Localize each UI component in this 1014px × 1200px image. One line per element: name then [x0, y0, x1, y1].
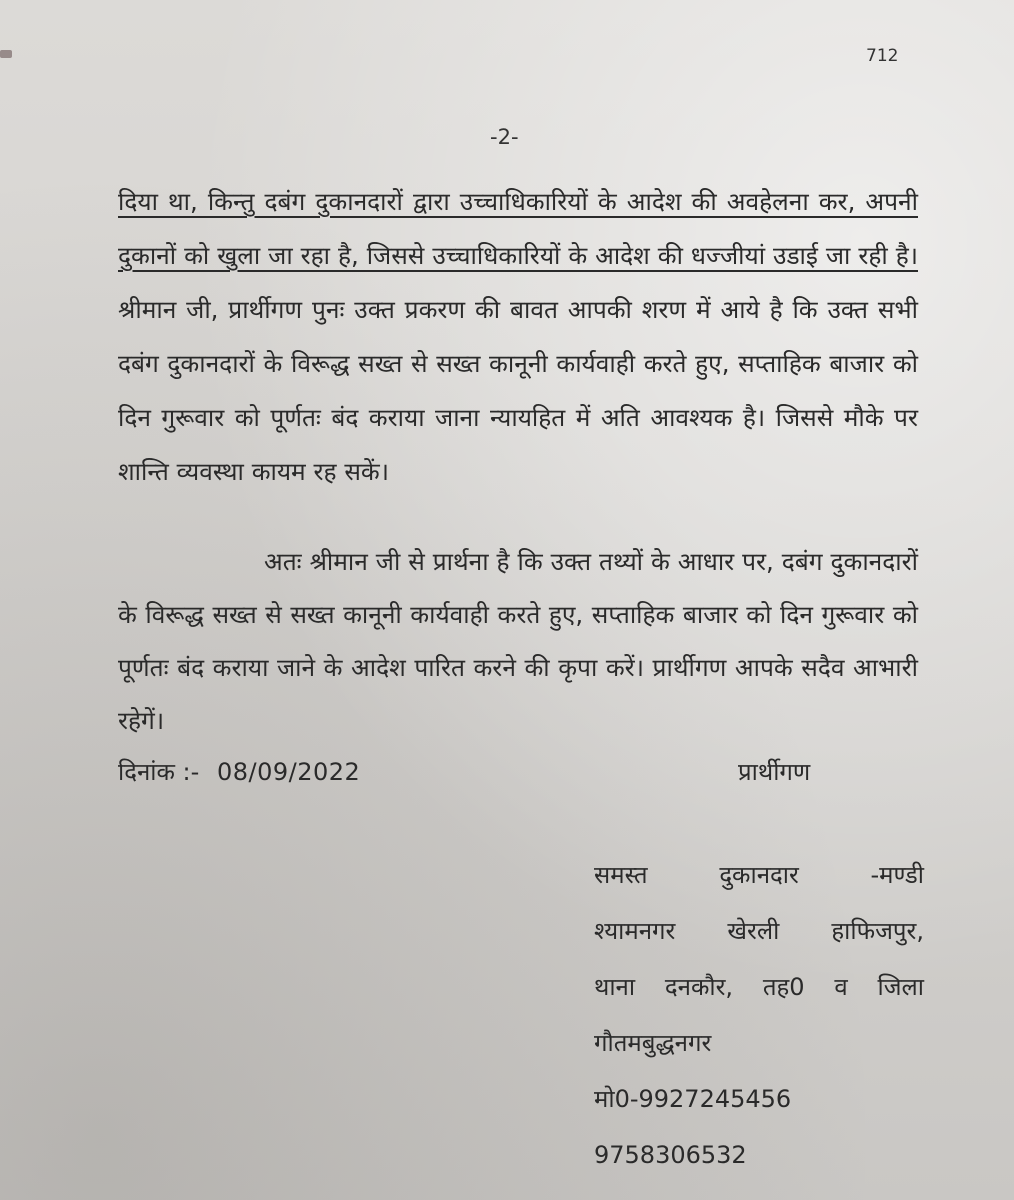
signature-line-1: समस्त दुकानदार -मण्डी [594, 861, 924, 889]
signature-line-3: थाना दनकौर, तह0 व जिला [594, 973, 924, 1001]
paragraph-2: अतः श्रीमान जी से प्रार्थना है कि उक्त तथ्यों के आधार पर, दबंग दुकानदारों के विरूद्ध सख्त से सख्त कानूनी कार्यवाही करते हुए, सप्ताहिक बाजार को दिन गुरूवार को पूर्णतः बंद कराया जाने के आदेश पारित करने की कृपा करें। प्रार्थीगण आपके सदैव आभारी रहेगें। [118, 547, 918, 735]
signature-block [594, 855, 924, 1191]
applicants-label: प्रार्थीगण [738, 758, 811, 786]
signature-line-4: गौतमबुद्धनगर [594, 1029, 712, 1057]
margin-mark [0, 50, 12, 58]
page-number: 712 [866, 46, 899, 66]
paragraph-1-text: श्रीमान जी, प्रार्थीगण पुनः उक्त प्रकरण की बावत आपकी शरण में आये है कि उक्त सभी दबंग दुकानदारों के विरूद्ध सख्त से सख्त कानूनी कार्यवाही करते हुए, सप्ताहिक बाजार को दिन गुरूवार को पूर्णतः बंद कराया जाना न्यायहित में अति आवश्यक है। जिससे मौके पर शान्ति व्यवस्था कायम रह सकें। [118, 295, 918, 486]
paragraph-1 [118, 175, 918, 499]
signature-line-6: 9758306532 [594, 1141, 747, 1169]
date-label: दिनांक :- [118, 758, 200, 786]
sheet-number: -2- [490, 125, 519, 149]
signature-line-2: श्यामनगर खेरली हाफिजपुर, [594, 917, 924, 945]
underlined-text: दिया था, किन्तु दबंग दुकानदारों द्वारा उच्चाधिकारियों के आदेश की अवहेलना कर, अपनी दुकानों को खुला जा रहा है, जिससे उच्चाधिकारियों के आदेश की धज्जीयां उडाई जा रही है। [118, 187, 918, 270]
signature-line-5: मो0-9927245456 [594, 1085, 792, 1113]
date-value: 08/09/2022 [216, 758, 361, 786]
